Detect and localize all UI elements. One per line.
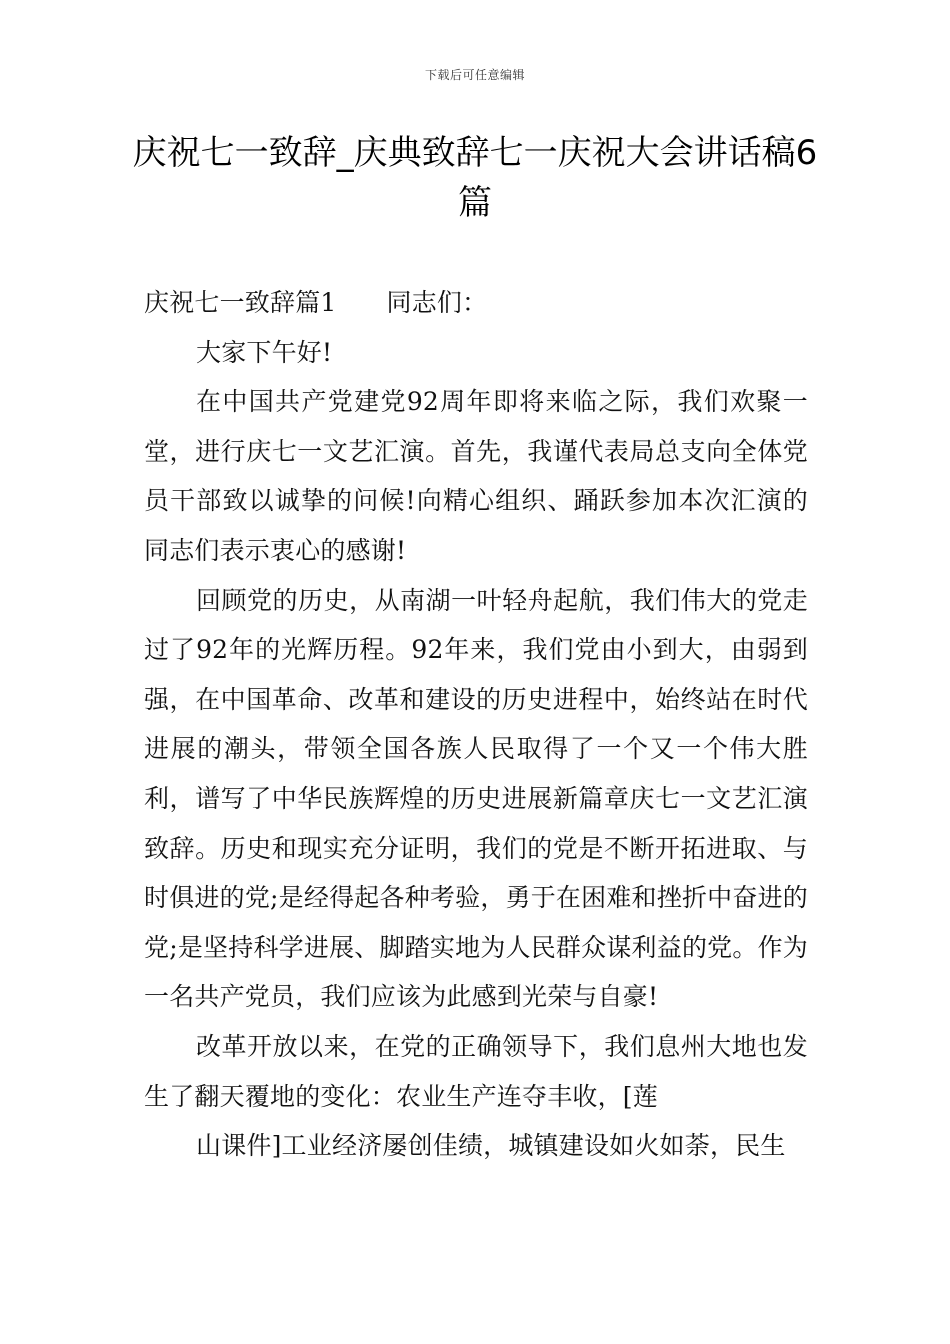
paragraph-history: 回顾党的历史，从南湖一叶轻舟起航，我们伟大的党走过了92年的光辉历程。92年来，我们党由小到大，由弱到强，在中国革命、改革和建设的历史进程中，始终站在时代进展的潮头，带领全国各族人民取得了一个又一个伟大胜利，谱写了中华民族辉煌的历史进展新篇章庆七一文艺汇演致辞。历史和现实充分证明，我们的党是不断开拓进取、与时俱进的党;是经得起各种考验，勇于在困难和挫折中奋进的党;是坚持科学进展、脚踏实地为人民群众谋利益的党。作为一名共产党员，我们应该为此感到光荣与自豪! — [144, 585, 808, 1012]
header-note: 下载后可任意编辑 — [424, 68, 525, 82]
salutation: 同志们： — [386, 288, 488, 317]
document-body — [144, 278, 808, 1171]
paragraph-continued: 山课件]工业经济屡创佳绩，城镇建设如火如荼，民生 — [196, 1131, 786, 1161]
opening-line — [144, 278, 808, 328]
paragraph-greeting: 大家下午好! — [196, 337, 333, 367]
document-title: 庆祝七一致辞_庆典致辞七一庆祝大会讲话稿6篇 — [132, 133, 818, 223]
paragraph-opening: 在中国共产党建党92周年即将来临之际，我们欢聚一堂，进行庆七一文艺汇演。首先，我谨代表局总支向全体党员干部致以诚挚的问候!向精心组织、踊跃参加本次汇演的同志们表示衷心的感谢! — [144, 387, 808, 565]
section-heading: 庆祝七一致辞篇1 — [144, 288, 337, 317]
paragraph-reform: 改革开放以来，在党的正确领导下，我们息州大地也发生了翻天覆地的变化：农业生产连夺丰收，[莲 — [144, 1031, 808, 1111]
